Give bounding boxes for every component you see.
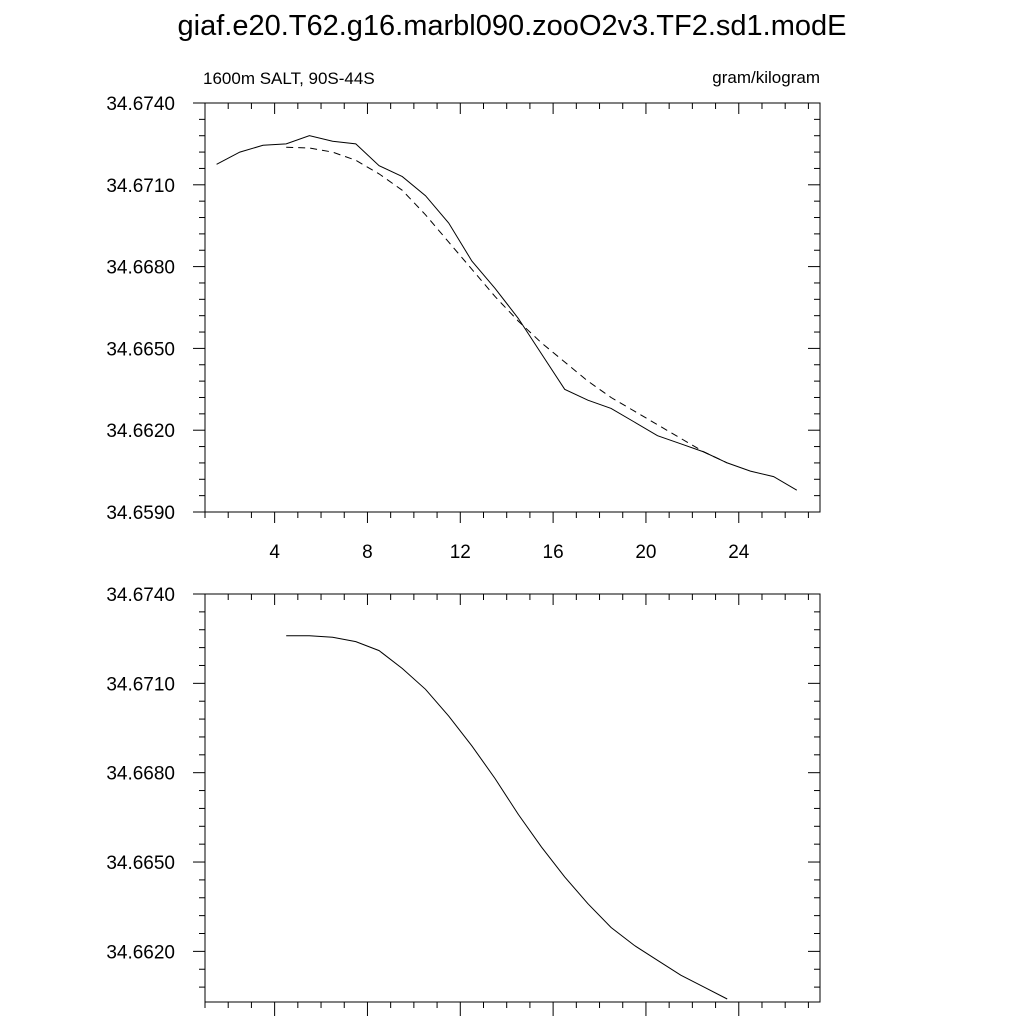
plot-frame [205,103,820,512]
x-tick-label: 8 [362,542,373,563]
series-line-dashed [286,147,727,463]
y-tick-label: 34.6740 [106,585,175,606]
y-tick-label: 34.6620 [106,942,175,964]
plot-frame [205,594,820,1002]
series-line-solid [286,636,727,999]
y-tick-label: 34.6650 [106,339,175,361]
x-tick-label: 4 [269,542,280,563]
y-tick-label: 34.6590 [106,503,175,524]
series-line-solid [217,136,797,491]
top-panel [106,68,820,563]
y-tick-label: 34.6740 [106,94,175,115]
y-tick-label: 34.6680 [106,257,175,279]
bottom-panel [106,585,820,1016]
x-tick-label: 12 [449,542,471,563]
figure-title: giaf.e20.T62.g16.marbl090.zooO2v3.TF2.sd1.modE [177,10,847,42]
x-tick-label: 24 [728,542,750,563]
y-tick-label: 34.6710 [106,175,175,197]
top-panel-right-label: gram/kilogram [712,68,820,87]
y-tick-label: 34.6710 [106,674,175,696]
y-tick-label: 34.6620 [106,421,175,443]
x-tick-label: 20 [635,542,657,563]
y-tick-label: 34.6680 [106,763,175,785]
x-tick-label: 16 [542,542,564,563]
top-panel-left-label: 1600m SALT, 90S-44S [203,69,375,88]
y-tick-label: 34.6650 [106,853,175,875]
